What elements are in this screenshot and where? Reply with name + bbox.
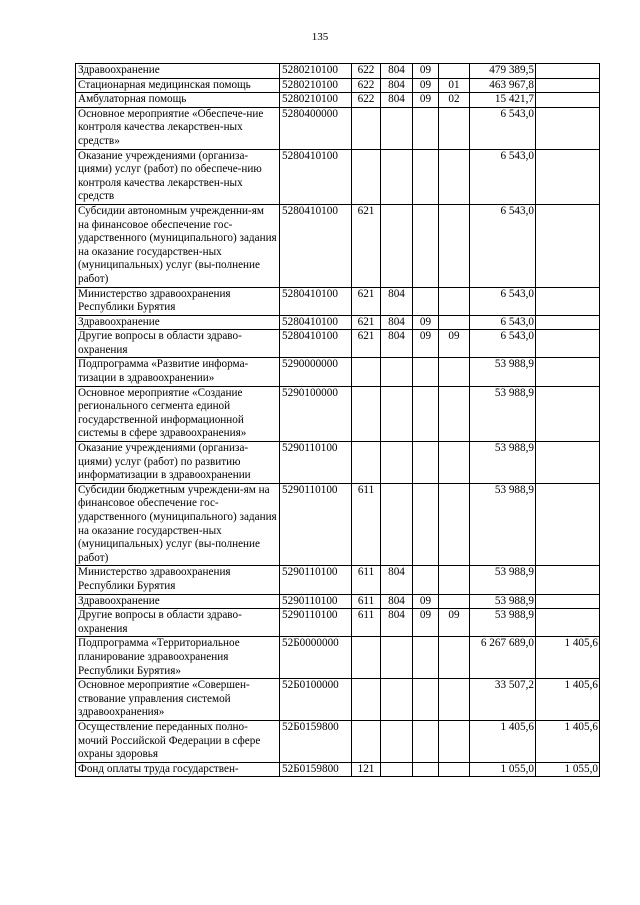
row-section-cell [413, 442, 439, 484]
row-ministry-code-cell [381, 483, 413, 566]
row-subsection-cell [439, 315, 470, 330]
row-federal-amount-cell [536, 442, 600, 484]
row-subsection-cell [439, 483, 470, 566]
row-section-cell [413, 679, 439, 721]
row-subsection-cell [439, 386, 470, 441]
row-federal-amount-cell [536, 483, 600, 566]
row-expense-type-cell: 611 [352, 609, 381, 637]
row-amount-cell: 15 421,7 [470, 93, 536, 108]
row-name-cell: Амбулаторная помощь [76, 93, 280, 108]
row-amount-cell: 6 543,0 [470, 204, 536, 287]
row-federal-amount-cell [536, 386, 600, 441]
row-amount-cell: 479 389,5 [470, 64, 536, 79]
row-expense-type-cell: 611 [352, 594, 381, 609]
row-federal-amount-cell: 1 405,6 [536, 637, 600, 679]
row-federal-amount-cell [536, 93, 600, 108]
row-section-cell: 09 [413, 594, 439, 609]
row-expense-type-cell: 621 [352, 330, 381, 358]
row-subsection-cell: 09 [439, 609, 470, 637]
table-row [76, 149, 600, 204]
row-federal-amount-cell: 1 055,0 [536, 762, 600, 777]
row-target-article-cell: 5280410100 [280, 330, 352, 358]
row-target-article-cell: 52Б0000000 [280, 637, 352, 679]
table-row [76, 93, 600, 108]
row-section-cell: 09 [413, 315, 439, 330]
row-name-cell: Фонд оплаты труда государствен- [76, 762, 280, 777]
row-federal-amount-cell [536, 358, 600, 386]
row-ministry-code-cell: 804 [381, 566, 413, 594]
row-federal-amount-cell: 1 405,6 [536, 720, 600, 762]
row-section-cell [413, 287, 439, 315]
table-row [76, 107, 600, 149]
row-expense-type-cell: 622 [352, 78, 381, 93]
row-section-cell: 09 [413, 330, 439, 358]
row-expense-type-cell [352, 720, 381, 762]
row-expense-type-cell [352, 149, 381, 204]
row-name-cell: Другие вопросы в области здраво-охранения [76, 330, 280, 358]
row-target-article-cell: 5290110100 [280, 609, 352, 637]
row-expense-type-cell: 611 [352, 483, 381, 566]
row-name-cell: Подпрограмма «Территориальное планирование здравоохранения Республики Бурятия» [76, 637, 280, 679]
row-amount-cell: 53 988,9 [470, 566, 536, 594]
row-name-cell: Стационарная медицинская помощь [76, 78, 280, 93]
row-section-cell [413, 483, 439, 566]
row-ministry-code-cell [381, 386, 413, 441]
row-subsection-cell [439, 149, 470, 204]
row-ministry-code-cell [381, 204, 413, 287]
table-row [76, 594, 600, 609]
row-expense-type-cell: 611 [352, 566, 381, 594]
row-subsection-cell [439, 594, 470, 609]
row-target-article-cell: 5280210100 [280, 64, 352, 79]
row-name-cell: Здравоохранение [76, 64, 280, 79]
row-target-article-cell: 5280410100 [280, 204, 352, 287]
table-row [76, 330, 600, 358]
row-ministry-code-cell [381, 442, 413, 484]
row-federal-amount-cell [536, 315, 600, 330]
row-section-cell: 09 [413, 78, 439, 93]
row-section-cell [413, 149, 439, 204]
row-subsection-cell [439, 720, 470, 762]
row-expense-type-cell [352, 358, 381, 386]
row-name-cell: Основное мероприятие «Обеспече-ние контроля качества лекарствен-ных средств» [76, 107, 280, 149]
row-section-cell [413, 566, 439, 594]
page-number: 135 [311, 31, 329, 43]
row-amount-cell: 6 543,0 [470, 149, 536, 204]
row-amount-cell: 33 507,2 [470, 679, 536, 721]
row-section-cell: 09 [413, 93, 439, 108]
row-amount-cell: 6 267 689,0 [470, 637, 536, 679]
row-target-article-cell: 52Б0159800 [280, 762, 352, 777]
row-amount-cell: 6 543,0 [470, 330, 536, 358]
table-row [76, 637, 600, 679]
row-ministry-code-cell [381, 762, 413, 777]
row-expense-type-cell: 622 [352, 93, 381, 108]
row-expense-type-cell: 621 [352, 204, 381, 287]
row-target-article-cell: 5280210100 [280, 93, 352, 108]
row-name-cell: Здравоохранение [76, 594, 280, 609]
row-subsection-cell: 01 [439, 78, 470, 93]
row-amount-cell: 53 988,9 [470, 442, 536, 484]
row-amount-cell: 53 988,9 [470, 386, 536, 441]
row-target-article-cell: 5290100000 [280, 386, 352, 441]
row-ministry-code-cell [381, 107, 413, 149]
row-target-article-cell: 52Б0159800 [280, 720, 352, 762]
row-expense-type-cell [352, 637, 381, 679]
row-ministry-code-cell [381, 679, 413, 721]
row-name-cell: Министерство здравоохранения Республики Бурятия [76, 566, 280, 594]
row-expense-type-cell [352, 386, 381, 441]
row-expense-type-cell [352, 442, 381, 484]
row-federal-amount-cell [536, 287, 600, 315]
row-amount-cell: 1 405,6 [470, 720, 536, 762]
row-federal-amount-cell [536, 594, 600, 609]
row-ministry-code-cell: 804 [381, 64, 413, 79]
budget-table-body [76, 64, 600, 777]
row-expense-type-cell: 622 [352, 64, 381, 79]
row-target-article-cell: 5280400000 [280, 107, 352, 149]
row-section-cell [413, 720, 439, 762]
row-name-cell: Основное мероприятие «Создание регионального сегмента единой государственной информационной системы в сфере здравоохранения» [76, 386, 280, 441]
row-section-cell [413, 358, 439, 386]
row-amount-cell: 53 988,9 [470, 358, 536, 386]
table-row [76, 64, 600, 79]
row-subsection-cell [439, 762, 470, 777]
row-amount-cell: 1 055,0 [470, 762, 536, 777]
row-federal-amount-cell [536, 204, 600, 287]
table-row [76, 315, 600, 330]
row-federal-amount-cell: 1 405,6 [536, 679, 600, 721]
row-name-cell: Министерство здравоохранения Республики Бурятия [76, 287, 280, 315]
row-target-article-cell: 5290110100 [280, 594, 352, 609]
row-federal-amount-cell [536, 64, 600, 79]
row-expense-type-cell: 621 [352, 287, 381, 315]
row-target-article-cell: 5280410100 [280, 315, 352, 330]
row-subsection-cell [439, 287, 470, 315]
row-target-article-cell: 5290110100 [280, 483, 352, 566]
table-row [76, 386, 600, 441]
row-ministry-code-cell [381, 720, 413, 762]
budget-table [75, 63, 600, 777]
row-federal-amount-cell [536, 107, 600, 149]
row-expense-type-cell [352, 679, 381, 721]
row-subsection-cell [439, 442, 470, 484]
row-federal-amount-cell [536, 330, 600, 358]
row-section-cell [413, 107, 439, 149]
row-expense-type-cell: 121 [352, 762, 381, 777]
row-amount-cell: 53 988,9 [470, 483, 536, 566]
row-ministry-code-cell: 804 [381, 287, 413, 315]
row-amount-cell: 53 988,9 [470, 609, 536, 637]
row-ministry-code-cell [381, 358, 413, 386]
row-name-cell: Осуществление переданных полно-мочий Российской Федерации в сфере охраны здоровья [76, 720, 280, 762]
row-section-cell: 09 [413, 609, 439, 637]
row-target-article-cell: 52Б0100000 [280, 679, 352, 721]
row-section-cell: 09 [413, 64, 439, 79]
table-row [76, 720, 600, 762]
row-subsection-cell [439, 358, 470, 386]
row-subsection-cell: 09 [439, 330, 470, 358]
row-ministry-code-cell: 804 [381, 594, 413, 609]
row-federal-amount-cell [536, 78, 600, 93]
row-name-cell: Оказание учреждениями (организа-циями) услуг (работ) по обеспече-нию контроля качества лекарствен-ных средств [76, 149, 280, 204]
row-target-article-cell: 5280410100 [280, 287, 352, 315]
row-target-article-cell: 5290110100 [280, 442, 352, 484]
row-ministry-code-cell: 804 [381, 609, 413, 637]
row-name-cell: Оказание учреждениями (организа-циями) услуг (работ) по развитию информатизации в здравоохранении [76, 442, 280, 484]
row-section-cell [413, 386, 439, 441]
table-row [76, 483, 600, 566]
row-amount-cell: 6 543,0 [470, 287, 536, 315]
row-expense-type-cell [352, 107, 381, 149]
row-federal-amount-cell [536, 149, 600, 204]
row-subsection-cell [439, 107, 470, 149]
row-name-cell: Другие вопросы в области здраво-охранения [76, 609, 280, 637]
row-section-cell [413, 762, 439, 777]
row-target-article-cell: 5290000000 [280, 358, 352, 386]
row-subsection-cell [439, 637, 470, 679]
row-subsection-cell [439, 204, 470, 287]
row-name-cell: Здравоохранение [76, 315, 280, 330]
row-subsection-cell: 02 [439, 93, 470, 108]
table-row [76, 358, 600, 386]
row-ministry-code-cell: 804 [381, 78, 413, 93]
row-federal-amount-cell [536, 566, 600, 594]
table-row [76, 287, 600, 315]
row-amount-cell: 53 988,9 [470, 594, 536, 609]
table-row [76, 609, 600, 637]
row-name-cell: Субсидии автономным учрежденни-ям на финансовое обеспечение гос-ударственного (муниципального) задания на оказание государствен-ных (муниципальных) услуг (вы-полнение работ) [76, 204, 280, 287]
row-name-cell: Подпрограмма «Развитие информа-тизации в здравоохранении» [76, 358, 280, 386]
table-row [76, 78, 600, 93]
row-amount-cell: 6 543,0 [470, 315, 536, 330]
row-target-article-cell: 5280410100 [280, 149, 352, 204]
table-row [76, 762, 600, 777]
row-subsection-cell [439, 566, 470, 594]
row-name-cell: Основное мероприятие «Совершен-ствование управления системой здравоохранения» [76, 679, 280, 721]
row-ministry-code-cell [381, 149, 413, 204]
table-row [76, 679, 600, 721]
table-row [76, 566, 600, 594]
row-subsection-cell [439, 64, 470, 79]
row-ministry-code-cell [381, 637, 413, 679]
row-target-article-cell: 5280210100 [280, 78, 352, 93]
row-amount-cell: 463 967,8 [470, 78, 536, 93]
row-target-article-cell: 5290110100 [280, 566, 352, 594]
row-ministry-code-cell: 804 [381, 330, 413, 358]
row-federal-amount-cell [536, 609, 600, 637]
row-amount-cell: 6 543,0 [470, 107, 536, 149]
table-row [76, 204, 600, 287]
row-ministry-code-cell: 804 [381, 315, 413, 330]
row-section-cell [413, 204, 439, 287]
row-ministry-code-cell: 804 [381, 93, 413, 108]
row-expense-type-cell: 621 [352, 315, 381, 330]
row-name-cell: Субсидии бюджетным учреждени-ям на финансовое обеспечение гос-ударственного (муниципального) задания на оказание государствен-ных (муниципальных) услуг (вы-полнение работ) [76, 483, 280, 566]
row-subsection-cell [439, 679, 470, 721]
row-section-cell [413, 637, 439, 679]
table-row [76, 442, 600, 484]
